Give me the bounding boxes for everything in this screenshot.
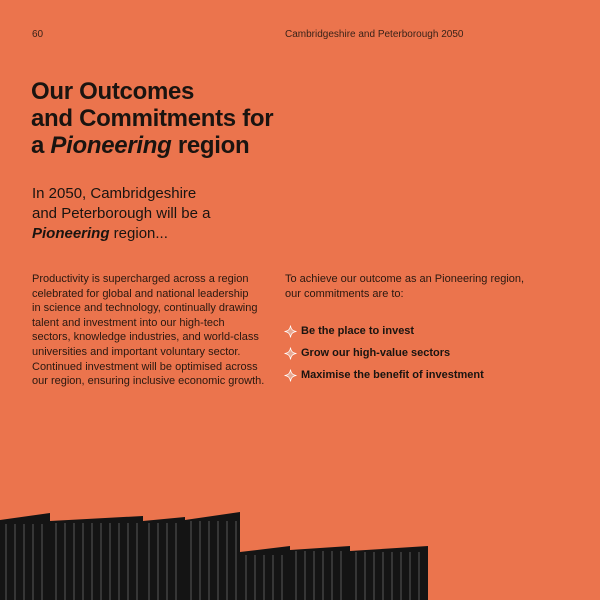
commitment-label: Be the place to invest: [301, 325, 415, 337]
skyline-shape: [0, 512, 428, 600]
subtitle: [32, 184, 210, 244]
four-point-star-icon: [284, 347, 297, 360]
skyline-illustration: [0, 508, 430, 600]
title-line-2: and Commitments for: [31, 105, 274, 132]
commitment-item: [284, 342, 484, 364]
commitments-intro: [285, 272, 545, 301]
body-line: our region, ensuring inclusive economic growth.: [32, 375, 265, 388]
page-title: [31, 78, 273, 159]
commitment-label: Maximise the benefit of investment: [301, 369, 484, 381]
subtitle-suffix: region...: [109, 225, 168, 242]
body-line: Continued investment will be optimised across: [32, 360, 258, 373]
title-suffix: region: [171, 132, 250, 159]
subtitle-line-2: and Peterborough will be a: [32, 205, 211, 222]
intro-line: To achieve our outcome as an Pioneering region,: [285, 273, 525, 285]
intro-line: our commitments are to:: [285, 287, 404, 300]
commitment-item: [284, 364, 484, 386]
body-line: universities and important voluntary sector.: [32, 345, 241, 358]
commitment-label: Grow our high-value sectors: [301, 347, 451, 359]
subtitle-line-1: In 2050, Cambridgeshire: [32, 185, 197, 202]
four-point-star-icon: [284, 325, 297, 338]
body-line: talent and investment into our high-tech: [32, 316, 225, 329]
title-line-1: Our Outcomes: [31, 78, 195, 105]
body-line: celebrated for global and national leadership: [32, 287, 249, 300]
body-line: in science and technology, continually drawing: [32, 302, 258, 315]
body-line: Productivity is supercharged across a region: [32, 273, 249, 285]
subtitle-line-3: [32, 224, 210, 244]
body-line: sectors, knowledge industries, and world-class: [32, 331, 259, 344]
commitment-item: [284, 320, 484, 342]
four-point-star-icon: [284, 369, 297, 382]
title-emphasis: Pioneering: [50, 132, 172, 159]
page-number: 60: [32, 29, 44, 40]
title-prefix: a: [31, 132, 51, 159]
running-header: Cambridgeshire and Peterborough 2050: [285, 29, 464, 40]
body-paragraph: [32, 272, 272, 389]
commitments-list: [284, 320, 484, 386]
title-line-3: [31, 132, 273, 159]
subtitle-emphasis: Pioneering: [32, 225, 110, 242]
